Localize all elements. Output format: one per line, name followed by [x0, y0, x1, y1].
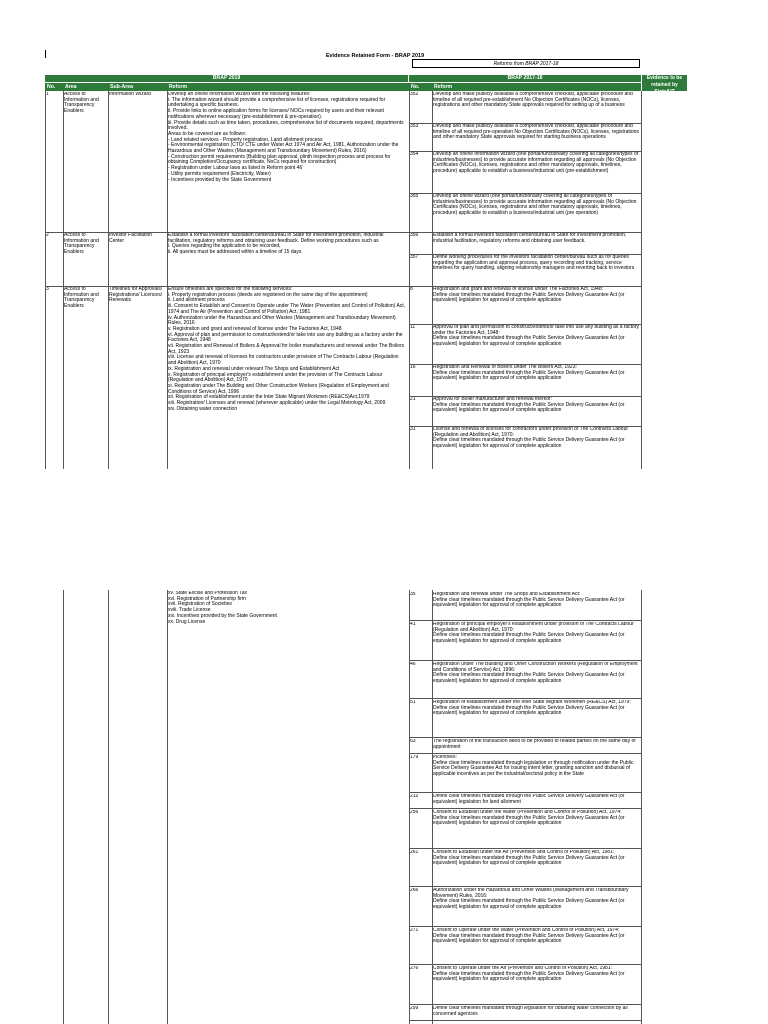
p2-prev11-text: Consent to Operate under the Water (Prevention and Control of Pollution) Act, 1974: Define clear timelines mandated through the Public Service Delivery Guarantee Act (or equivalent) legislation for approval of complete application [433, 928, 625, 945]
row3-no: 3 [46, 287, 49, 292]
row1-prev2-no: 353 [410, 124, 419, 129]
row2-prev2-no: 357 [410, 255, 419, 260]
row1-prev4-text: Develop an online wizard (one portal/functionality covering all categories/types of industries/businesses) to provide accurate information regarding all approvals (No Objection Certificates (NOCs), licenses, registrations and other mandatory approvals, timelines, procedure) applicable to establish a business/industrial unit (pre operation) [433, 194, 637, 217]
row1-subarea: Information Wizard [109, 92, 151, 97]
row3-prev1-text: Registration and grant and renewal of license under The Factories Act, 1948: Define clear timelines mandated through the Public Service Delivery Guarantee Act (or equivalent) legislation for approval of complete application [433, 287, 625, 304]
row1-prev1-text: Develop and make publicly available a comprehensive checklist, applicable procedure and timeline of all required pre-establishment No Objection Certificates (NOCs), licenses, registrations and other mandatory State approvals required for setting up of a business [433, 92, 633, 109]
row3-prev4-text: Approval for Boiler manufacturer and renewal thereof: Define clear timelines mandated through the Public Service Delivery Guarantee Act (or equivalent) legislation for approval of complete application [433, 397, 625, 414]
row3-prev4-no: 21 [410, 397, 416, 402]
p2-prev7-text: Define clear timelines mandated through the Public Service Delivery Guarantee Act (or equivalent) legislation for land allotment [433, 794, 625, 805]
p2-prev5-text: The registration of the transaction deed to be provided to related parties on the same day of appointment [433, 739, 636, 750]
row3-prev3-no: 16 [410, 365, 416, 370]
row3-prev3-text: Registration and Renewal of Boilers under The Boilers Act, 1923: Define clear timelines mandated through the Public Service Delivery Guarantee Act (or equivalent) legislation for approval of complete application [433, 365, 625, 382]
row3-prev2-no: 11 [410, 325, 416, 330]
p2-prev9-text: Consent to Establish under the Air (Prevention and Control of Pollution) Act, 1981: Define clear timelines mandated through the Public Service Delivery Guarantee Act (or equivalent) legislation for approval of complete application [433, 850, 625, 867]
header-evidence: Evidence to be retained by State/UT [642, 75, 687, 91]
p2-prev3-text: Registration under The Building and Other Construction Workers (Regulation of Employment and Conditions of Service) Act, 1996: Define clear timelines mandated through the Public Service Delivery Guarantee Act (or equivalent) legislation for approval of complete application [433, 662, 638, 685]
row3-reform: Ensure timelines are specified for the following services: i. Property registration process (deeds are registered on the same day of the appointment) ii. Land allotment process iii. Consent to Establish and Consent to Operate under The Water (Prevention and Control of Pollution) Act, 1974 and The Air (Prevention and Control of Pollution) Act, 1981 iv. Authorization under the Hazardous and Other Wastes (Management and Transboundary Movement) Rules, 2016 v. Registration and grant and renewal of license under The Factories Act, 1948 vi. Approval of plan and permission to construct/extend/or take into use any building as a factory under the Factories Act, 1948 vii. Registration and Renewal of Boilers & Approval for boiler manufacturers and renewal under The Boilers Act, 1923 viii. License and renewal of licenses for contractors under provision of The Contracts Labour (Regulation and Abolition) Act, 1970 ix. Registration and renewal under relevant The Shops and Establishment Act x. Registration of principal employer's establishment under the provision of The Contracts Labour (Regulation and Abolition) Act, 1970 xi. Registration under The Building and Other Construction Workers (Regulation of Employment and Conditions of Service) Act, 1996 xii. Registration of establishment under the Inter State Migrant Workmen (RE&CS)Act,1979 xiii. Registration/ Licenses and renewal (wherever applicable) under the Legal Metrology Act, 2009 xiv. Obtaining water connection [168, 287, 406, 412]
row1-reform: Develop an online information wizard with the following features: i. The information wizard should provide a comprehensive list of licenses, registrations required for undertaking a specific business. ii. Provide links to online application forms for licenses/ NOCs required by users and their relevant notifications wherever necessary (pre-establishment & pre-operation). iii. Provide details such as time taken, procedures, comprehensive list of documents required, departments involved. Areas to be covered are as follows: - Land related services - Property registration, Land allotment process - Environmental registration (CTO/ CTE under Water Act 1974 and Air Act, 1981, Authorization under the Hazardous and Other Wastes (Management and Transboundary Movement) Rules, 2016) - Construction permit requirements (Building plan approval, plinth inspection process and process for obtaining Completion/Occupancy certificate, NoCs required for construction) - Registration under Labour laws as listed in Reform point 46 - Utility permits requirement (Electricity, Water) - Incentives provided by the State Government [168, 92, 404, 183]
row2-prev1-no: 356 [410, 233, 419, 238]
row1-prev2-text: Develop and make publicly available a comprehensive checklist, applicable procedure and timeline of all required pre-operation No Objection Certificates (NOCs), licenses, registrations and other mandatory State approvals required for starting business operations [433, 124, 639, 141]
header-brap2019: BRAP 2019 [45, 75, 408, 82]
text-cursor [45, 50, 46, 58]
p2-prev7-no: 212 [410, 794, 419, 799]
row1-prev3-text: Develop an online information wizard (one portal/functionality covering all categories/types of industries/businesses) to provide accurate information regarding all approvals (No Objection Certificates (NOCs), licenses, registrations and other mandatory approvals, timelines, procedure) applicable to establish a business/industrial unit (pre-establishment) [433, 152, 639, 175]
col-reform: Reform [169, 84, 188, 90]
reforms-from-box [412, 59, 640, 68]
p2-prev5-no: 63 [410, 739, 416, 744]
row3-prev2-text: Approval of plan and permission to construct/extend/or take into use any building as a factory under the Factories Act, 1948: Define clear timelines mandated through the Public Service Delivery Guarantee Act (or equivalent) legislation for approval of complete application [433, 325, 639, 348]
p2-prev12-text: Consent to Operate under the Air (Prevention and Control of Pollution) Act, 1981: Define clear timelines mandated through the Public Service Delivery Guarantee Act (or equivalent) legislation for approval of complete application [433, 966, 625, 983]
row1-prev1-no: 352 [410, 92, 419, 97]
p2-prev10-text: Authorization under the Hazardous and Other Wastes (Management and Transboundary Movement) Rules, 2016: Define clear timelines mandated through the Public Service Delivery Guarantee Act (or equivalent) legislation for approval of complete application [433, 888, 629, 911]
p2-prev6-text: Incentives: Define clear timelines mandated through legislation or through notification under the Public Service Delivery Guarantee Act for issuing intent letter, granting sanction and disbursal of applicable incentives as per the industrial/sectoral policy in the State [433, 755, 634, 778]
row3-subarea: Timelines for Approvals/ Registrations/ Licences/ Renewals [109, 287, 163, 304]
row2-area: Access to Information and Transparency Enablers [64, 233, 99, 256]
row2-no: 2 [46, 233, 49, 238]
form-title: Evidence Retained Form - BRAP 2019 [325, 53, 425, 59]
col-subarea: Sub-Area [110, 84, 134, 90]
p2-prev4-text: Registration of establishment under the Inter State Migrant Workmen (RE&CS) Act, 1979: Define clear timelines mandated through the Public Service Delivery Guarantee Act (or equivalent) legislation for approval of complete application [433, 700, 631, 717]
row3-prev5-no: 31 [410, 427, 416, 432]
p2-prev11-no: 271 [410, 928, 419, 933]
row1-no: 1 [46, 92, 49, 97]
row2-prev1-text: Establish a formal investors facilitation center/bureau in State for investment promotion, industrial facilitation, regulatory reforms and obtaining user feedback. [433, 233, 627, 244]
p2-prev8-text: Consent to Establish under the Water (Prevention and Control of Pollution) Act, 1974: Define clear timelines mandated through the Public Service Delivery Guarantee Act (or equivalent) legislation for approval of complete application [433, 810, 625, 827]
header-brap201718: BRAP 2017-18 [409, 75, 641, 82]
p2-prev8-no: 256 [410, 810, 419, 815]
col-no: No. [47, 84, 56, 90]
col-no2: No. [411, 84, 420, 90]
p2-prev12-no: 276 [410, 966, 419, 971]
row2-prev2-text: Define working procedures for the investors facilitation center/bureau such as for queries regarding the application and approval process, query recording and tracking, service timelines for query handling, aligning relationship managers and reverting back to investors [433, 255, 635, 272]
row3-prev1-no: 8 [410, 287, 413, 292]
p2-prev4-no: 51 [410, 700, 416, 705]
p2-prev13-no: 299 [410, 1006, 419, 1011]
row3-prev5-text: License and renewal of licenses for contractors under provision of The Contracts Labour (Regulation and Abolition) Act, 1970: Define clear timelines mandated through the Public Service Delivery Guarantee Act (or equivalent) legislation for approval of complete application [433, 427, 629, 450]
p2-prev1-text: Registration and renewal under The Shops and Establishment Act: Define clear timelines mandated through the Public Service Delivery Guarantee Act (or equivalent) legislation for approval of complete application [433, 592, 625, 609]
p2-prev1-no: 35 [410, 592, 416, 597]
p2-prev9-no: 261 [410, 850, 419, 855]
reforms-from-label: Reforms from BRAP 2017-18 [493, 61, 559, 67]
col-reform2: Reform [434, 84, 453, 90]
p2-prev10-no: 266 [410, 888, 419, 893]
row3-reform-cont: xv. State Excise and Profession Tax xvi. Registration of Partnership firm xvii. Registration of Societies xviii. Trade License xix. Incentives provided by the State Government xx. Drug License [168, 591, 277, 625]
p2-prev2-no: 41 [410, 622, 416, 627]
row3-area: Access to Information and Transparency Enablers [64, 287, 99, 310]
p2-prev2-text: Registration of principal employer's establishment under provision of The Contracts Labour (Regulation and Abolition) Act, 1970: Define clear timelines mandated through the Public Service Delivery Guarantee Act (or equivalent) legislation for approval of complete application [433, 622, 634, 645]
row2-reform: Establish a formal investors' facilitation center/bureau in State for investment promotion, industrial facilitation, regulatory reforms and obtaining user feedback. Define working procedures such as i. Queries regarding the application to be recorded, ii. All queries must be addressed within a timeline of 15 days [168, 233, 384, 256]
p2-prev13-text: Define clear timelines mandated through legislation for obtaining water connection by all concerned agencies [433, 1006, 628, 1017]
row2-subarea: Investor Facilitation Center [109, 233, 153, 244]
column-header-bar [45, 83, 641, 91]
p2-prev3-no: 46 [410, 662, 416, 667]
row1-area: Access to Information and Transparency Enablers [64, 92, 99, 115]
row1-prev3-no: 354 [410, 152, 419, 157]
row1-prev4-no: 355 [410, 194, 419, 199]
p2-prev6-no: 179 [410, 755, 419, 760]
col-area: Area [65, 84, 77, 90]
